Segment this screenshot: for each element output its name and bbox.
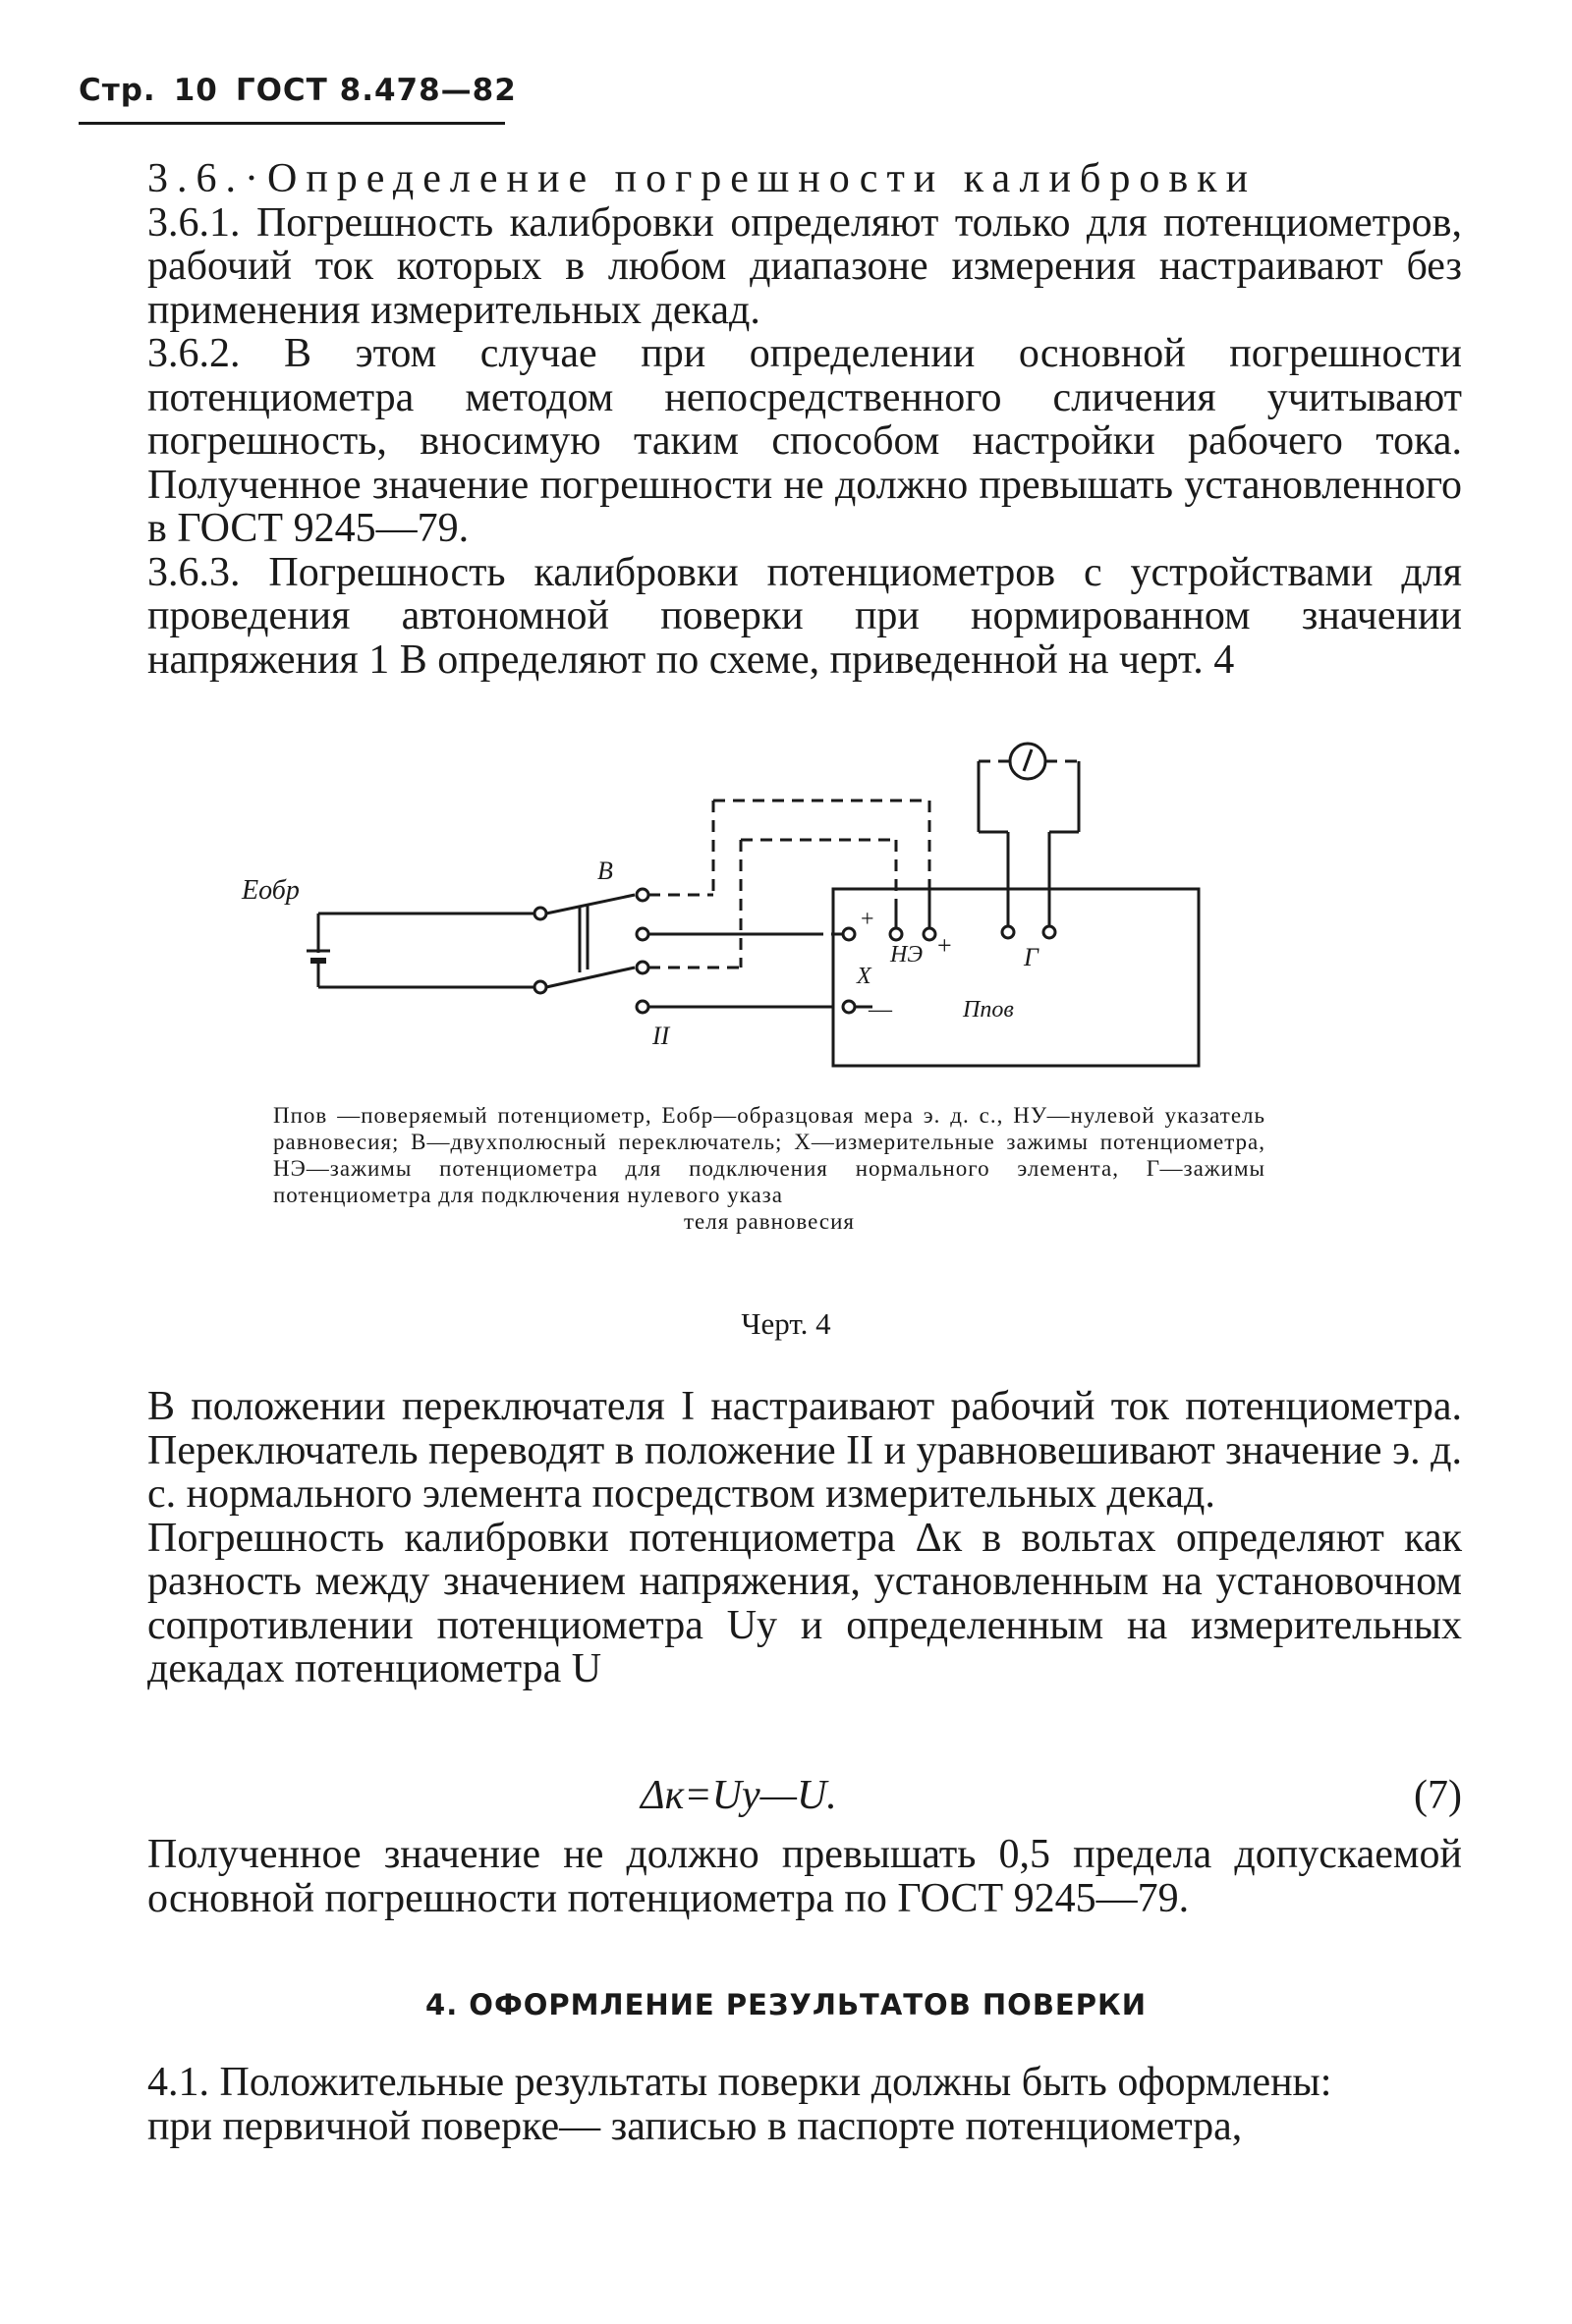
label-switch: В	[597, 857, 613, 885]
page-header	[79, 73, 534, 108]
paragraph-3-6-1: 3.6.1. Погрешность калибровки определяют только для потенциометров, рабочий ток которых в любом диапазоне измерения настраивают без применения измерительных декад.	[147, 199, 1462, 333]
paragraph-calibration-error: Погрешность калибровки потенциометра Δк в вольтах определяют как разность между значением напряжения, установленным на установочном сопротивлении потенциометра Uу и определенным на измерительных декадах потенциометра U	[147, 1515, 1462, 1691]
paragraph-3-6-3: 3.6.3. Погрешность калибровки потенциометров с устройствами для проведения автономной поверки при нормированном значении напряжения 1 В определяют по схеме, приведенной на черт. 4	[147, 549, 1462, 683]
section-3-6	[147, 157, 1462, 682]
body-text-2	[147, 1833, 1462, 1920]
label-e-obr: Eобр	[242, 875, 300, 906]
paragraph-switch-positions: В положении переключателя I настраивают рабочий ток потенциометра. Переключатель переводят в положение II и уравновешивают значение э. д. с. нормального элемента посредством измерительных декад.	[147, 1384, 1462, 1517]
section-4-title: 4. ОФОРМЛЕНИЕ РЕЗУЛЬТАТОВ ПОВЕРКИ	[425, 1988, 1147, 2021]
figure-caption	[273, 1102, 1265, 1235]
label-plus-1: +	[861, 907, 874, 932]
label-x: X	[857, 964, 871, 989]
circuit-diagram	[232, 722, 1303, 1085]
body-text	[147, 1385, 1462, 1691]
section-title: 3.6.·Определение погрешности калибровки	[147, 156, 1258, 201]
label-position-2: II	[652, 1022, 670, 1050]
formula-expression: Δк=Uу—U.	[641, 1773, 837, 1818]
paragraph-limit: Полученное значение не должно превышать 0,5 предела допускаемой основной погрешности потенциометра по ГОСТ 9245—79.	[147, 1832, 1462, 1921]
paragraph-primary-verification: при первичной поверке— записью в паспорте потенциометра,	[147, 2103, 1243, 2149]
standard-code: ГОСТ 8.478—82	[235, 73, 517, 108]
label-ppov: Ппов	[963, 997, 1014, 1023]
paragraph-4-1: 4.1. Положительные результаты поверки должны быть оформлены:	[147, 2060, 1332, 2105]
section-4	[147, 2061, 1462, 2148]
caption-last-line: теля равновесия	[683, 1209, 856, 1234]
caption-text: Ппов —поверяемый потенциометр, Eобр—образцовая мера э. д. с., НУ—нулевой указатель равновесия; В—двухполюсный переключатель; X—измерительные зажимы потенциометра, НЭ—зажимы потенциометра для подключения нормального элемента, Г—зажимы потенциометра для подключения нулевого указа	[273, 1103, 1265, 1207]
paragraph-3-6-2: 3.6.2. В этом случае при определении основной погрешности потенциометра методом непосредственного сличения учитывают погрешность, вносимую таким способом настройки рабочего тока. Полученное значение погрешности не должно превышать установленного в ГОСТ 9245—79.	[147, 331, 1462, 551]
formula-number: (7)	[1414, 1773, 1462, 1818]
page-prefix: Стр.	[79, 73, 156, 108]
header-rule	[79, 122, 505, 125]
label-minus: —	[869, 997, 892, 1023]
label-g: Г	[1024, 943, 1039, 971]
label-ne: НЭ	[890, 942, 924, 968]
page-number: 10	[173, 73, 218, 108]
figure-number: Черт. 4	[741, 1306, 831, 1341]
label-plus-2: +	[937, 931, 952, 960]
